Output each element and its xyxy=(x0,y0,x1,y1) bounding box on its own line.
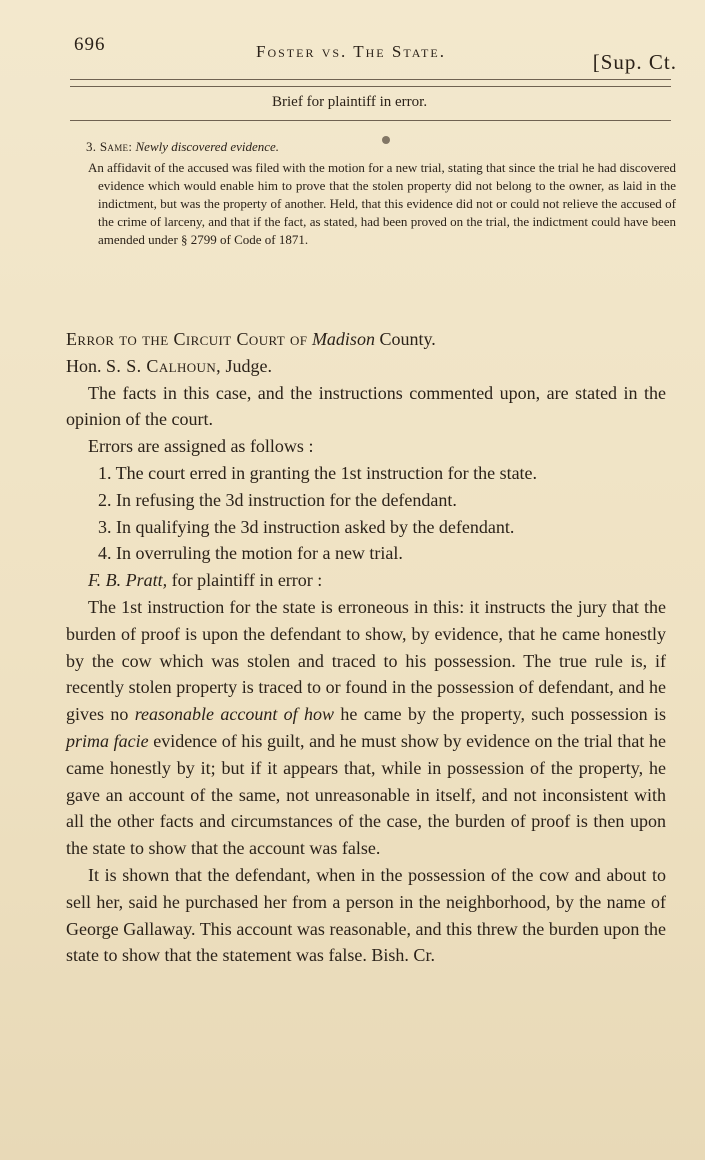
error-item-4: 4. In overruling the motion for a new trial. xyxy=(98,543,403,564)
main-text xyxy=(66,326,666,969)
section-rule xyxy=(70,120,671,121)
headnote xyxy=(86,138,676,249)
facts-paragraph: The facts in this case, and the instructions commented upon, are stated in the opinion of the court. xyxy=(66,382,666,430)
running-header xyxy=(70,28,677,74)
error-suffix: County. xyxy=(379,329,436,349)
error-line xyxy=(66,326,666,353)
headnote-subtopic: Newly discovered evidence. xyxy=(135,139,280,154)
counsel-name: F. B. Pratt, xyxy=(88,570,168,591)
error-prefix: Error to the Circuit Court of xyxy=(66,329,308,349)
header-rule-bottom xyxy=(70,86,671,87)
argument-emphasis-2: prima facie xyxy=(66,730,149,751)
argument-emphasis-1: reasonable account of how xyxy=(134,704,335,725)
section-label: Brief for plaintiff in error. xyxy=(272,94,428,110)
argument-part-2: he came by the property, such possession is xyxy=(340,704,666,725)
counsel-line xyxy=(66,567,666,594)
argument-paragraph-2: It is shown that the defendant, when in the possession of the cow and about to sell her, said he purchased her from a person in the neighborhood, by the name of George Gallaway. This account was reasonable, and this threw the burden upon the state to show that the statement was false. Bish. Cr. xyxy=(66,864,666,966)
judge-line xyxy=(66,353,666,380)
headnote-body: An affidavit of the accused was filed with the motion for a new trial, stating that since the trial he had discovered evidence which would enable him to prove that the stolen property did not belong to the owner, as laid in the indictment, but was the property of another. Held, that this evidence did not or could not relieve the accused of the crime of larceny, and that if the fact, as stated, had been proved on the trial, the indictment could have been amended under § 2799 of Code of 1871. xyxy=(88,160,676,247)
judge-name: S. S. Calhoun, xyxy=(106,355,222,376)
county-name: Madison xyxy=(311,329,375,349)
error-item-1: 1. The court erred in granting the 1st instruction for the state. xyxy=(98,462,538,483)
headnote-topic: 3. Same: xyxy=(86,139,133,154)
running-title: Foster vs. The State. xyxy=(256,42,446,61)
counsel-suffix: for plaintiff in error : xyxy=(171,570,323,591)
judge-prefix: Hon. xyxy=(66,355,102,376)
argument-part-3: evidence of his guilt, and he must show by evidence on the trial that he came honestly by it; but if it appears that, while in possession of the property, he gave an account of the same, not unreasonable in itself, and not inconsistent with all the other facts and circumstances of the case, the burden of proof is then upon the state to show that the account was false. xyxy=(66,730,666,859)
judge-suffix: Judge. xyxy=(225,355,273,376)
error-item-2: 2. In refusing the 3d instruction for the defendant. xyxy=(98,489,457,510)
error-item-3: 3. In qualifying the 3d instruction asked by the defendant. xyxy=(98,516,515,537)
court-label: [Sup. Ct. xyxy=(592,50,677,74)
header-rule-top xyxy=(70,79,671,80)
page-number: 696 xyxy=(74,34,106,55)
errors-intro: Errors are assigned as follows : xyxy=(88,436,314,457)
argument-part-1: The 1st instruction for the state is erroneous in this: it instructs the jury that the burden of proof is upon the defendant to show, by evidence, that he came honestly by the cow which was stolen and traced to his possession. The true rule is, if recently stolen property is traced to or found in the possession of defendant, and he gives no xyxy=(66,596,666,725)
argument-paragraph-1 xyxy=(66,594,666,862)
